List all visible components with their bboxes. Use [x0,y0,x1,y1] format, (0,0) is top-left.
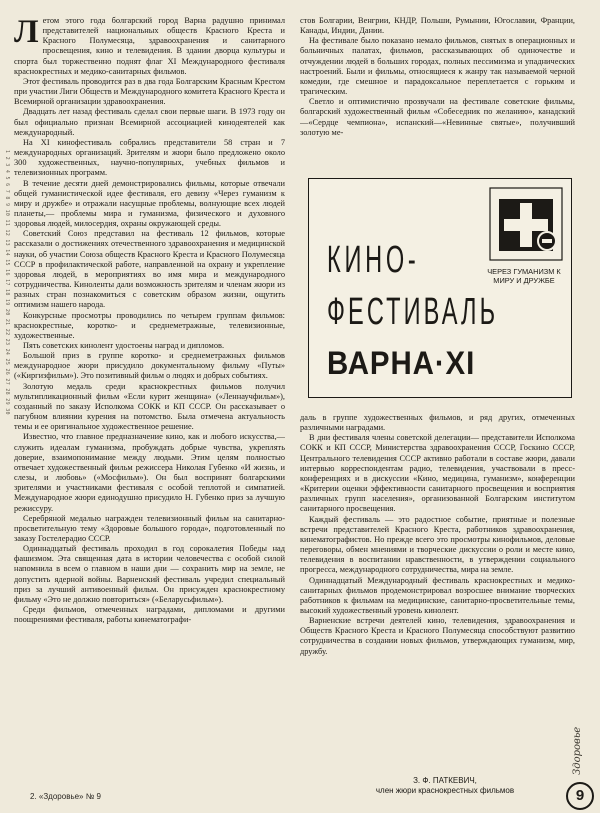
paragraph: Известно, что главное предназначение кино, как и любого искусства,— служить идеалам гуманизма, пробуждать добрые чувства, укреплять доверие, взаимопонимание между людьми. Этим целям полностью отвечает художественный фильм режиссера Николая Губенко «И жизнь, и слезы, и любовь» («Мосфильм»). Он был воспринят болгарскими зрителями и участниками фестиваля с особой теплотой и симпатией. Международное жюри единодушно присудило Н. Губенко приз за лучшую режиссуру. [14,432,285,513]
paragraph: даль в группе художественных фильмов, и ряд других, отмеченных различными наградами. [300,413,575,433]
poster-title-festival: ФЕСТИВАЛЬ [327,291,499,333]
paragraph: Конкурсные просмотры проводились по четырем группам фильмов: краснокрестные, коротко- и среднеметражные, телевизионные, художественные. [14,310,285,340]
poster-title-kino: КИНО- [327,239,420,281]
paragraph: Золотую медаль среди краснокрестных фильмов получил мультипликационный фильм «Если курит женщина» («Леннаучфильм»), созданный по заказу Исполкома СОКК и КП СССР. Он рассказывает о пагубном влиянии курения на потомство. Была отмечена актуальность темы и ее оригинальное художественное решение. [14,381,285,432]
paragraph: Большой приз в группе коротко- и среднеметражных фильмов международное жюри присудило документальному фильму «Путы» («Киргизфильм»). Это позитивный фильм о людях и добрых событиях. [14,351,285,381]
page-footer: 2. «Здоровье» № 9 [30,792,101,801]
festival-slogan: ЧЕРЕЗ ГУМАНИЗМ К МИРУ И ДРУЖБЕ [487,267,561,285]
author-signature [345,776,545,796]
paragraph: Серебряной медалью награжден телевизионный фильм на санитарно-просветительную тему «Здоровые большого города», подготовленный по заказу Гостелерадио СССР. [14,513,285,543]
paragraph: Каждый фестиваль — это радостное событие, приятные и полезные встречи представителей Красного Креста, работников здравоохранения, кинематографистов. Но прежде всего это просмотры кинофильмов, деловые переговоры, обмен мнениями и творческие дискуссии о роли и месте кино, телевидения в воспитании нравственности, в утверждении социального прогресса, международного сотрудничества, мира на земле. [300,514,575,575]
right-column-bottom [300,413,575,753]
magazine-logo: Здоровье [572,726,583,775]
paragraph: Советский Союз представил на фестиваль 12 фильмов, которые рассказали о достижениях отечественного здравоохранения и медицинской науки, об участии Союза обществ Красного Креста и Красного Полумесяца СССР в профилактической работе, направленной на охрану и укрепление здоровья людей, в мероприятиях во имя мира и международного сотрудничества. Киноленты дали возможность зрителям и членам жюри из разных стран познакомиться с советским образом жизни, ощутить оптимизм нашего народа. [14,229,285,310]
red-cross-emblem-icon [489,187,563,261]
margin-ruler: 1 2 3 4 5 6 7 8 9 10 11 12 13 14 15 16 17 18 19 20 21 22 23 24 25 26 27 28 29 30 [4,150,10,415]
paragraph: Светло и оптимистично прозвучали на фестивале советские фильмы, болгарский художественный фильм «Собеседник по желанию», канадский—«Сердце чемпиона», испанский—«Невинные святые», получивший золотую ме- [300,97,575,137]
poster-title-varna: ВАРНА·XI [327,345,476,381]
paragraph: стов Болгарии, Венгрии, КНДР, Польши, Румынии, Югославии, Франции, Канады, Индии, Дании. [300,16,575,36]
paragraph: Одиннадцатый фестиваль проходил в год сорокалетия Победы над фашизмом. Эта священная дата в истории человечества с особой силой напомнила в всем о главном в наши дни — сохранить мир на земле, не допустить ядерной войны. Варненский фестиваль учредил специальный приз за лучший антивоенный фильм. Он присужден краснокрестному фильму «Это не должно повториться» («Беларусьфильм»). [14,544,285,604]
dropcap-letter: Л [14,16,39,50]
paragraph: Среди фильмов, отмеченных наградами, дипломами и другими поощрениями фестиваля, работы кинематографи- [14,605,285,625]
paragraph: етом этого года болгарский город Варна радушно принимал представителей национальных обществ Красного Креста и Красного Полумесяца, здравоохранения и санитарного просвещения, кино и телевидения. В здании дворца культуры и спорта был торжественно поднят флаг XI Международного фестиваля краснокрестных и медико-санитарных фильмов. [14,16,285,76]
paragraph: В течение десяти дней демонстрировались фильмы, которые отвечали общей гуманистической идее фестиваля, его девизу «Через гуманизм к миру и дружбе» и отражали насущные проблемы, волнующие всех людей планеты,— проблемы мира и гуманизма, физического и духовного здоровья людей, милосердия, охраны окружающей среды. [14,178,285,229]
paragraph: Варненские встречи деятелей кино, телевидения, здравоохранения и Обществ Красного Креста и Красного Полумесяца способствуют развитию сотрудничества в создании новых фильмов, утверждающих гуманизм, мир, дружбу. [300,616,575,656]
paragraph: В дни фестиваля члены советской делегации— представители Исполкома СОКК и КП СССР, Министерства здравоохранения СССР, Госкино СССР, Центрального телевидения СССР активно работали в составе жюри, давали интервью корреспондентам радио, телевидения, участвовали в пресс-конференциях и в дискуссии «Кино, медицина, гуманизм», конференции «Критерии оценки эффективности санитарного просвещения и восприятия различных групп населения», организованной Болгарским институтом санитарного просвещения. [300,433,575,514]
paragraph: Одиннадцатый Международный фестиваль краснокрестных и медико-санитарных фильмов продемонстрировал возросшее внимание творческих работников к фильмам на медицинские, санитарно-просветительные темы, высокий художественный уровень кинолент. [300,575,575,615]
author-name: З. Ф. ПАТКЕВИЧ, [413,776,477,785]
paragraph: Двадцать лет назад фестиваль сделал свои первые шаги. В 1973 году он был официально признан Всемирной ассоциацией кинодеятелей как международный. [14,107,285,137]
author-role: член жюри краснокрестных фильмов [375,786,515,795]
paragraph: Пять советских кинолент удостоены наград и дипломов. [23,341,225,350]
festival-poster [308,178,572,398]
paragraph: Этот фестиваль проводится раз в два года Болгарским Красным Крестом при участии Лиги Обществ и Международного комитета Красного Креста и Всемирной организации здравоохранения. [14,76,285,107]
paragraph: На XI кинофестиваль собрались представители 58 стран и 7 международных организаций. Зрителям и жюри было предложено около 300 художественных, научно-популярных, учебных фильмов и телевизионных программ. [14,137,285,178]
paragraph: На фестивале было показано немало фильмов, снятых в операционных и больничных палатах, фильмов, рассказывающих об одиночестве и отчуждении людей в больших городах, полных пессимизма и упаднических настроений. Были и фильмы, относящиеся к жанру так называемой черной комедии, где смешное и парадоксальное переплетается с горьким и трагическим. [300,36,575,97]
page-number: 9 [566,782,594,810]
left-column [14,16,285,762]
right-column-top [300,16,575,168]
